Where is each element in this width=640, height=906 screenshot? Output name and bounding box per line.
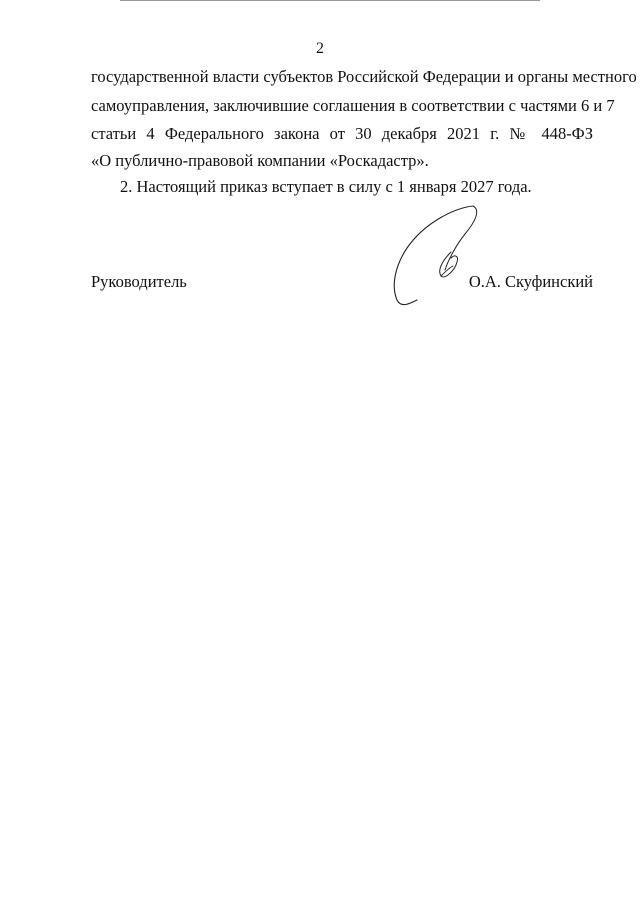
signer-name: О.А. Скуфинский	[468, 272, 593, 291]
paragraph-line-1: государственной власти субъектов Российской Федерации и органы местного	[91, 67, 637, 86]
scan-edge-line	[120, 0, 540, 1]
paragraph-line-4: «О публично-правовой компании «Роскадастр».	[91, 151, 429, 170]
clause-2-text: 2. Настоящий приказ вступает в силу с 1 января 2027 года.	[120, 177, 532, 196]
signer-position: Руководитель	[91, 272, 187, 291]
paragraph-line-2: самоуправления, заключившие соглашения в соответствии с частями 6 и 7	[91, 96, 615, 115]
paragraph-line-3: статьи 4 Федерального закона от 30 декабря 2021 г. № 448-ФЗ	[91, 124, 593, 143]
page-number: 2	[316, 40, 324, 57]
handwritten-signature	[385, 200, 495, 312]
